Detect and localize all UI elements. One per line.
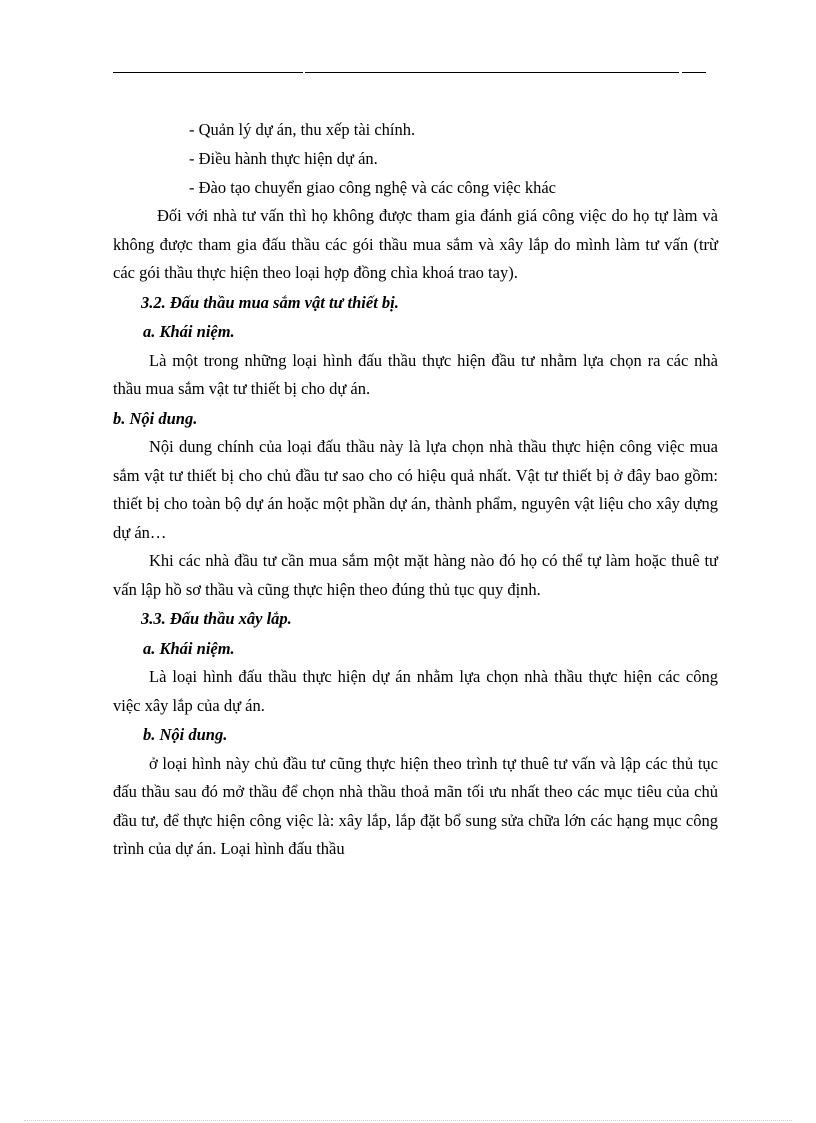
bullet-item: - Quản lý dự án, thu xếp tài chính. [189, 120, 416, 139]
section-3-3-concept-text: Là loại hình đấu thầu thực hiện dự án nhằm lựa chọn nhà thầu thực hiện các công việc xây lắp của dự án. [113, 667, 718, 715]
header-rule-left [113, 72, 303, 73]
section-3-3-concept-heading: a. Khái niệm. [143, 638, 235, 658]
section-3-2-content-text-1: Nội dung chính của loại đấu thầu này là lựa chọn nhà thầu thực hiện công việc mua sắm vật tư thiết bị cho chủ đầu tư sao cho có hiệu quả nhất. Vật tư thiết bị ở đây bao gồm: thiết bị cho toàn bộ dự án hoặc một phần dự án, thành phẩm, nguyên vật liệu cho xây dựng dự án… [113, 437, 718, 542]
section-3-3-content-text: ở loại hình này chủ đầu tư cũng thực hiện theo trình tự thuê tư vấn và lập các thủ tục đấu thầu sau đó mở thầu để chọn nhà thầu thoả mãn tối ưu nhất theo các mục tiêu của chủ đầu tư, để thực hiện công việc là: xây lắp, lắp đặt bổ sung sửa chữa lớn các hạng mục công trình của dự án. Loại hình đấu thầu [113, 753, 718, 858]
section-3-2-concept-text: Là một trong những loại hình đấu thầu thực hiện đầu tư nhằm lựa chọn ra các nhà thầu mua sắm vật tư thiết bị cho dự án. [113, 350, 718, 398]
section-3-2-content-heading: b. Nội dung. [113, 408, 198, 428]
page-bottom-border [24, 1120, 792, 1121]
paragraph-consultant: Đối với nhà tư vấn thì họ không được tham gia đánh giá công việc do họ tự làm và không được tham gia đấu thầu các gói thầu mua sắm và xây lắp do mình làm tư vấn (trừ các gói thầu thực hiện theo loại hợp đồng chìa khoá trao tay). [113, 206, 718, 282]
section-3-3-content-heading: b. Nội dung. [143, 725, 228, 744]
section-3-2-concept-heading: a. Khái niệm. [143, 322, 235, 341]
bullet-item: - Điều hành thực hiện dự án. [189, 149, 378, 168]
section-3-2-title: 3.2. Đấu thầu mua sắm vật tư thiết bị. [141, 292, 399, 312]
bullet-item: - Đào tạo chuyển giao công nghệ và các công việc khác [189, 178, 556, 197]
header-rule-right [682, 72, 706, 73]
section-3-3-title: 3.3. Đấu thầu xây lắp. [141, 609, 292, 628]
document-body [113, 115, 718, 864]
header-rule-middle [305, 72, 679, 73]
section-3-2-content-text-2: Khi các nhà đầu tư cần mua sắm một mặt hàng nào đó họ có thể tự làm hoặc thuê tư vấn lập hồ sơ thầu và cũng thực hiện theo đúng thủ tục quy định. [113, 551, 718, 599]
